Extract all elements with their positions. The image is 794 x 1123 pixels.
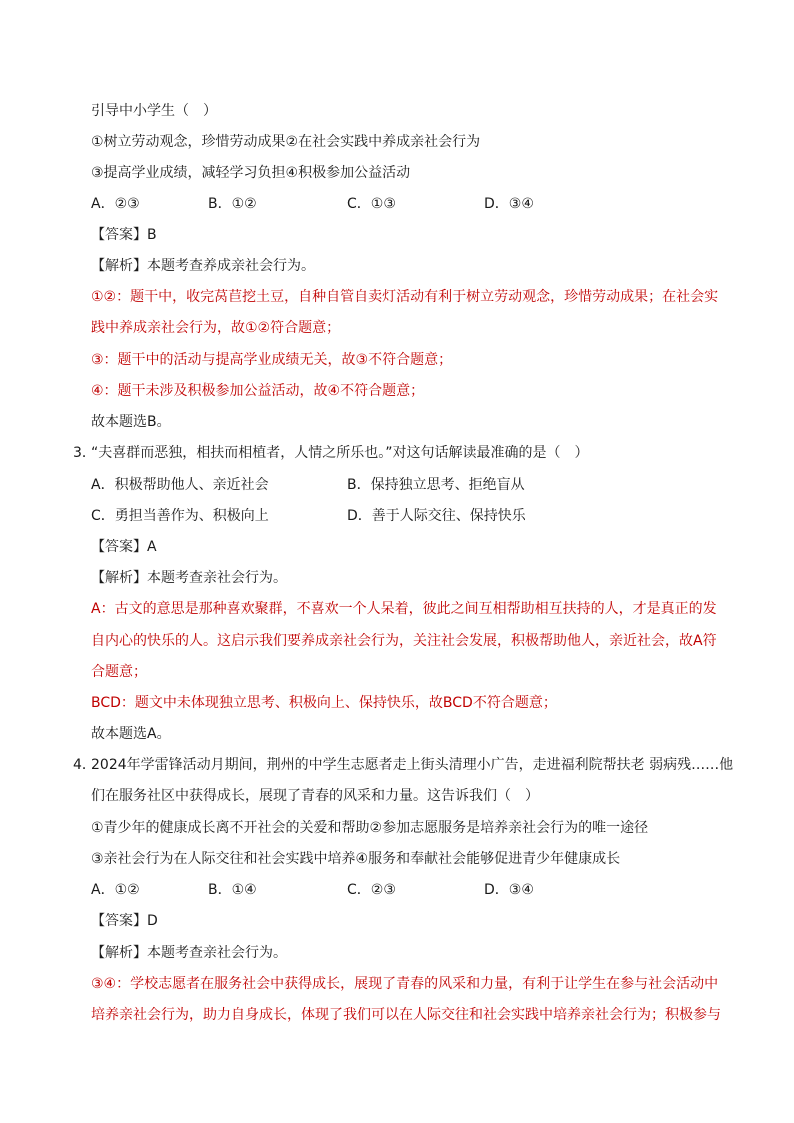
q3-number: 3． [73,445,96,461]
q2-statements-line-2: ③提高学业成绩，减轻学习负担④积极参加公益活动 [91,165,411,181]
q2-stem-tail: 引导中小学生（ ） [91,103,217,119]
q4-analysis-line: 培养亲社会行为，助力自身成长，体现了我们可以在人际交往和社会实践中培养亲社会行为；积极参与 [91,1007,721,1023]
q4-analysis-head: 【解析】本题考查亲社会行为。 [91,945,287,961]
q3-option-b: B．保持独立思考、拒绝盲从 [347,477,525,493]
q2-analysis-head: 【解析】本题考查养成亲社会行为。 [91,258,315,274]
q2-answer: 【答案】B [91,227,157,243]
q3-option-c: C．勇担当善作为、积极向上 [91,508,269,524]
q4-stem-line-1: 2024年学雷锋活动月期间，荆州的中学生志愿者走上街头清理小广告，走进福利院帮扶老 弱病残……他 [91,757,734,773]
q2-option-a: A．②③ [91,196,140,212]
q3-option-a: A．积极帮助他人、亲近社会 [91,477,269,493]
q2-analysis-line: ①②：题干中，收完莴苣挖土豆，自种自管自卖灯活动有利于树立劳动观念，珍惜劳动成果；在社会实 [91,289,719,305]
q4-stem-line-2: 们在服务社区中获得成长，展现了青春的风采和力量。这告诉我们（ ） [91,788,539,804]
q2-analysis-line: ④：题干未涉及积极参加公益活动，故④不符合题意； [91,383,425,399]
q4-option-a: A．①② [91,882,140,898]
q3-analysis-head: 【解析】本题考查亲社会行为。 [91,570,287,586]
q2-analysis-line: ③：题干中的活动与提高学业成绩无关，故③不符合题意； [91,352,453,368]
q2-option-d: D．③④ [484,196,534,212]
q4-option-c: C．②③ [347,882,396,898]
q3-analysis-line: 自内心的快乐的人。这启示我们要养成亲社会行为，关注社会发展，积极帮助他人，亲近社会，故A符 [91,633,717,649]
q3-option-d: D．善于人际交往、保持快乐 [347,508,526,524]
q4-answer: 【答案】D [91,913,158,929]
q4-number: 4． [73,757,96,773]
q4-analysis-line: ③④：学校志愿者在服务社会中获得成长，展现了青春的风采和力量，有利于让学生在参与社会活动中 [91,976,719,992]
q2-conclusion: 故本题选B。 [91,414,171,430]
q4-statements-line-1: ①青少年的健康成长离不开社会的关爱和帮助②参加志愿服务是培养亲社会行为的唯一途径 [91,820,649,836]
q2-option-b: B．①② [208,196,257,212]
q4-option-d: D．③④ [484,882,534,898]
q3-analysis-line: A：古文的意思是那种喜欢聚群，不喜欢一个人呆着，彼此之间互相帮助相互扶持的人，才是真正的发 [91,601,717,617]
q3-answer: 【答案】A [91,539,157,555]
q4-statements-line-2: ③亲社会行为在人际交往和社会实践中培养④服务和奉献社会能够促进青少年健康成长 [91,851,621,867]
q3-analysis-line: BCD：题文中未体现独立思考、积极向上、保持快乐，故BCD不符合题意； [91,695,557,711]
q2-statements-line-1: ①树立劳动观念，珍惜劳动成果②在社会实践中养成亲社会行为 [91,134,481,150]
q3-stem: “夫喜群而恶独，相扶而相植者，人情之所乐也。”对这句话解读最准确的是（ ） [91,445,589,461]
q2-option-c: C．①③ [347,196,396,212]
q3-analysis-line: 合题意； [91,664,147,680]
q4-option-b: B．①④ [208,882,257,898]
q2-analysis-line: 践中养成亲社会行为，故①②符合题意； [91,320,341,336]
q3-conclusion: 故本题选A。 [91,726,171,742]
